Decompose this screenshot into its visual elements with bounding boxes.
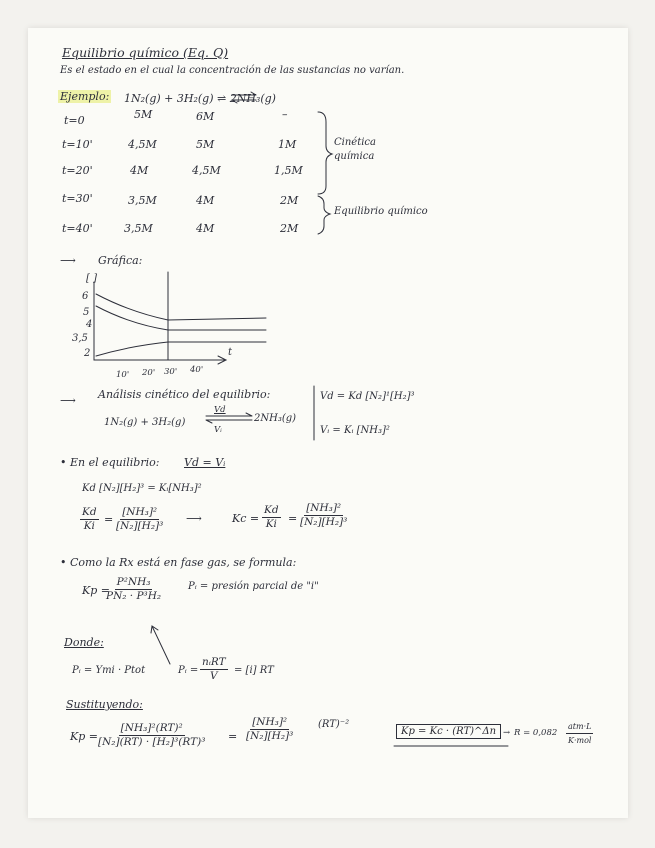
- graph-x-tick-10: 10': [116, 370, 130, 380]
- equilibrium-eq1: Kd [N₂][H₂]³ = Kᵢ[NH₃]²: [82, 483, 202, 494]
- row1-h2: 5M: [196, 138, 215, 151]
- subst-equals: =: [228, 730, 238, 743]
- pi-note: Pᵢ = presión parcial de "i": [188, 581, 319, 592]
- row2-nh3: 1,5M: [274, 164, 303, 177]
- analysis-reaction-right: 2NH₃(g): [254, 413, 297, 424]
- row4-nh3: 2M: [280, 222, 299, 235]
- graph-y-tick-4: 4: [86, 319, 93, 330]
- equilibrium-heading: • En el equilibrio:: [60, 456, 160, 469]
- arrow-to-kc: ⟶: [186, 512, 202, 525]
- graph-arrow: ⟶: [60, 254, 76, 267]
- concentration-graph: [94, 272, 266, 364]
- brace-kinetics: [318, 112, 332, 194]
- frac1-den: Ki: [83, 520, 95, 532]
- page-title: Equilibrio químico (Eq. Q): [62, 45, 229, 60]
- r-label: R = 0,082: [514, 728, 558, 738]
- kp-kc-boxed-formula: Kp = Kc · (RT)^Δn: [396, 724, 501, 739]
- analysis-arrow: ⟶: [60, 394, 76, 407]
- frac3-num: Kd: [264, 504, 279, 516]
- graph-y-tick-5: 5: [83, 307, 90, 318]
- kc-label: Kc =: [232, 512, 260, 525]
- row0-t: t=0: [64, 114, 85, 127]
- sustituyendo-heading: Sustituyendo:: [66, 698, 143, 711]
- row3-t: t=30': [62, 192, 93, 205]
- row2-h2: 4,5M: [192, 164, 221, 177]
- pi-formula: Pᵢ = Ymi · Ptot: [72, 665, 146, 676]
- curve-h2: [96, 294, 266, 320]
- frac3-den: Ki: [265, 518, 277, 530]
- pi-ideal-right: = [i] RT: [234, 665, 274, 676]
- kp-label: Kp =: [82, 584, 110, 597]
- brace-equilibrium-label: Equilibrio químico: [334, 206, 428, 217]
- row3-n2: 3,5M: [128, 194, 157, 207]
- subst-den2: [N₂][H₂]³: [246, 730, 294, 742]
- analysis-arrow-top: Vd: [214, 405, 226, 415]
- brace-kinetics-label: Cinética química: [334, 137, 376, 162]
- kp-den: PN₂ · P³H₂: [106, 590, 162, 602]
- frac-equals-1: =: [104, 513, 114, 526]
- graph-y-label: [ ]: [86, 273, 97, 284]
- graph-x-label: t: [228, 347, 233, 358]
- brace-equilibrium: [318, 196, 330, 234]
- subst-num1: [NH₃]²(RT)²: [120, 722, 183, 734]
- row4-n2: 3,5M: [124, 222, 153, 235]
- pi-ideal-left: Pᵢ =: [178, 665, 199, 676]
- frac2-den: [N₂][H₂]³: [116, 520, 164, 532]
- example-reaction: 1N₂(g) + 3H₂(g) ⇌ 2NH₃(g): [124, 92, 276, 105]
- row3-nh3: 2M: [280, 194, 299, 207]
- analysis-vd: Vd = Kd [N₂]¹[H₂]³: [320, 391, 415, 402]
- row3-h2: 4M: [196, 194, 215, 207]
- row1-t: t=10': [62, 138, 93, 151]
- subst-den1: [N₂](RT) · [H₂]³(RT)³: [98, 736, 206, 748]
- row2-n2: 4M: [130, 164, 149, 177]
- frac-equals-2: =: [288, 512, 298, 525]
- r-unit-den: K·mol: [568, 736, 592, 745]
- graph-y-tick-2: 2: [84, 348, 91, 359]
- frac4-num: [NH₃]²: [306, 502, 342, 514]
- row1-nh3: 1M: [278, 138, 297, 151]
- example-label: Ejemplo:: [60, 90, 110, 103]
- pi-ideal-den: V: [210, 670, 218, 682]
- frac1-num: Kd: [82, 506, 97, 518]
- frac2-num: [NH₃]²: [122, 506, 158, 518]
- frac4-den: [N₂][H₂]³: [300, 516, 348, 528]
- analysis-vi: Vᵢ = Kᵢ [NH₃]²: [320, 425, 390, 436]
- row0-h2: 6M: [196, 110, 215, 123]
- pi-ideal-num: nᵢRT: [202, 656, 226, 668]
- donde-heading: Donde:: [64, 636, 104, 649]
- graph-y-tick-3-5: 3,5: [72, 333, 88, 344]
- row4-t: t=40': [62, 222, 93, 235]
- row0-n2: 5M: [134, 108, 153, 121]
- equilibrium-condition: Vd = Vᵢ: [184, 456, 226, 469]
- subst-num2: [NH₃]²: [252, 716, 288, 728]
- analysis-arrow-bottom: Vᵢ: [214, 425, 222, 435]
- graph-x-tick-20: 20': [142, 368, 156, 378]
- graph-x-tick-40: 40': [190, 365, 204, 375]
- graph-x-tick-30: 30': [164, 367, 178, 377]
- row4-h2: 4M: [196, 222, 215, 235]
- r-unit-num: atm·L: [566, 720, 593, 734]
- graph-y-tick-6: 6: [82, 291, 89, 302]
- gas-phase-heading: • Como la Rx está en fase gas, se formula:: [60, 556, 297, 569]
- curve-n2: [96, 306, 266, 330]
- arrow-to-r: →: [503, 728, 511, 738]
- analysis-heading: Análisis cinético del equilibrio:: [98, 388, 271, 401]
- subst-rt-power: (RT)⁻²: [318, 719, 350, 730]
- curve-nh3: [96, 342, 266, 356]
- analysis-reaction-left: 1N₂(g) + 3H₂(g): [104, 417, 186, 428]
- row2-t: t=20': [62, 164, 93, 177]
- row1-n2: 4,5M: [128, 138, 157, 151]
- definition-text: Es el estado en el cual la concentración de las sustancias no varían.: [60, 65, 405, 76]
- row0-nh3: –: [282, 108, 288, 121]
- kp-num: P²NH₃: [116, 576, 151, 588]
- kp-subst-label: Kp =: [70, 730, 98, 743]
- graph-label: Gráfica:: [98, 254, 143, 267]
